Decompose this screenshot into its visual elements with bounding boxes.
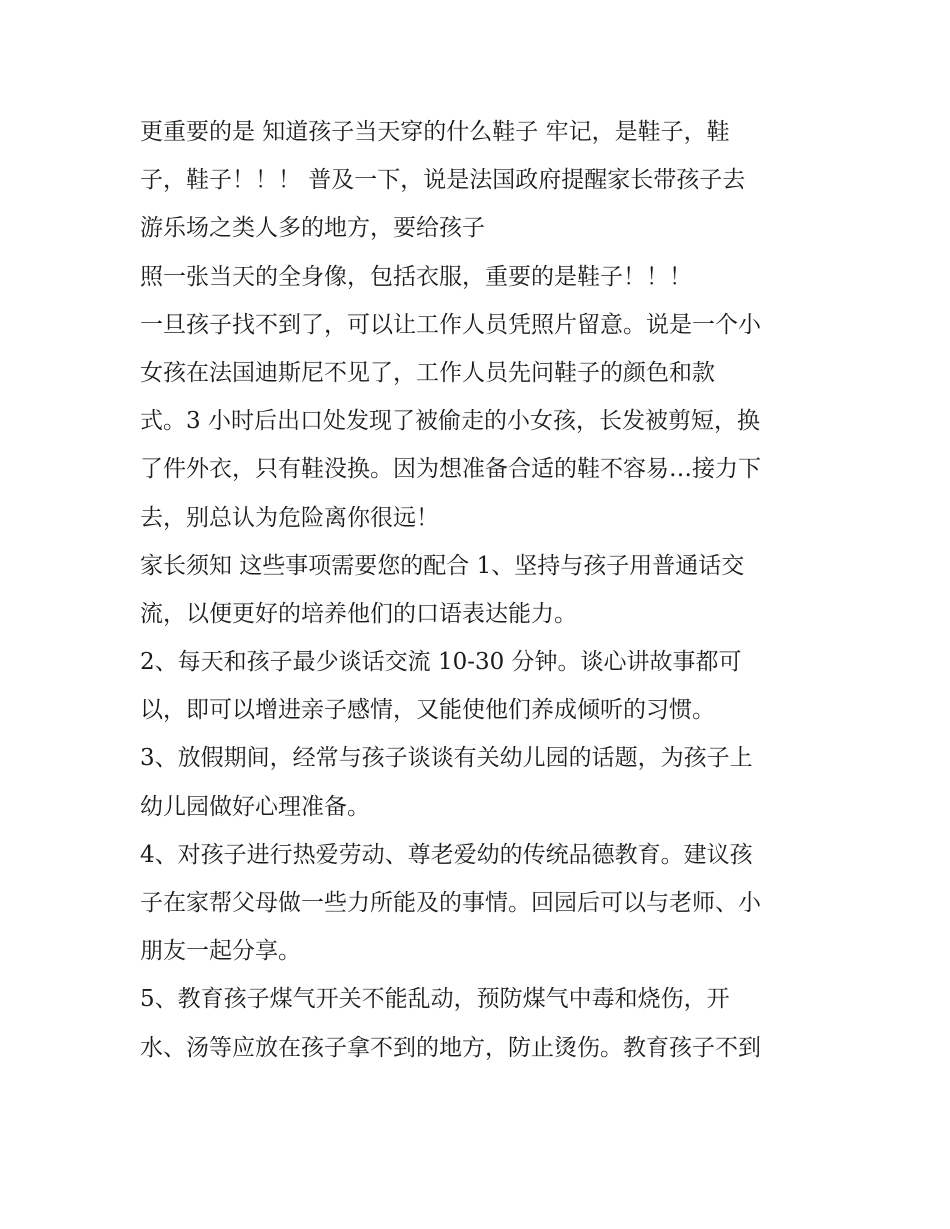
document-body [140,108,830,1072]
text-line: 子，鞋子！！！ 普及一下，说是法国政府提醒家长带孩子去 [140,167,746,194]
text-line: 去，别总认为危险离你很远！ [140,504,439,531]
text-line: 游乐场之类人多的地方，要给孩子 [140,215,485,242]
text-line: 以，即可以增进亲子感情，又能使他们养成倾听的习惯。 [140,697,715,724]
text-line: 式。3 小时后出口处发现了被偷走的小女孩，长发被剪短，换 [140,408,760,435]
text-line: 3、放假期间，经常与孩子谈谈有关幼儿园的话题，为孩子上 [140,745,753,772]
text-line: 更重要的是 知道孩子当天穿的什么鞋子 牢记，是鞋子，鞋 [140,119,730,145]
text-line: 水、汤等应放在孩子拿不到的地方，防止烫伤。教育孩子不到 [140,1034,761,1061]
text-line: 幼儿园做好心理准备。 [140,793,370,820]
text-line: 4、对孩子进行热爱劳动、尊老爱幼的传统品德教育。建议孩 [140,841,753,868]
text-line: 子在家帮父母做一些力所能及的事情。回园后可以与老师、小 [140,890,761,916]
text-line: 2、每天和孩子最少谈话交流 10-30 分钟。谈心讲故事都可 [140,649,742,676]
text-line: 流，以便更好的培养他们的口语表达能力。 [140,600,577,627]
text-line: 家长须知 这些事项需要您的配合 1、坚持与孩子用普通话交 [140,552,745,579]
text-line: 5、教育孩子煤气开关不能乱动，预防煤气中毒和烧伤，开 [140,986,730,1013]
text-line: 了件外衣，只有鞋没换。因为想准备合适的鞋不容易…接力下 [140,456,761,483]
text-line: 女孩在法国迪斯尼不见了，工作人员先问鞋子的颜色和款 [140,359,715,386]
text-line: 朋友一起分享。 [140,938,301,965]
text-line: 一旦孩子找不到了，可以让工作人员凭照片留意。说是一个小 [140,311,761,338]
text-line: 照一张当天的全身像，包括衣服，重要的是鞋子！！！ [140,263,692,290]
